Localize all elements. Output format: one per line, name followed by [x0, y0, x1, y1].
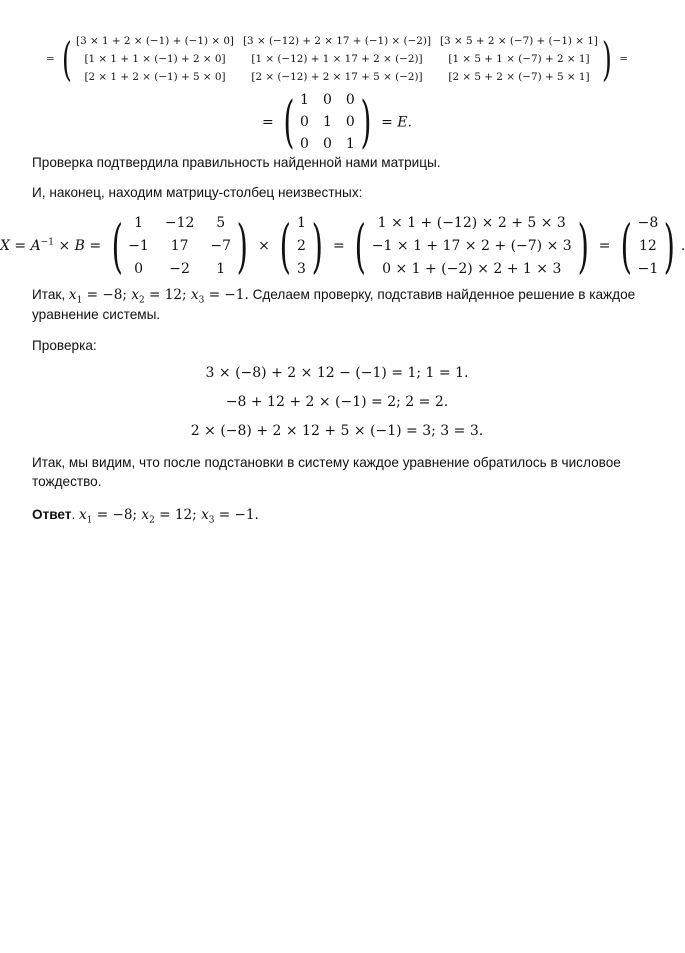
var-x: x [190, 287, 199, 303]
matrix-cell: −1 × 1 + 17 × 2 + (−7) × 3 [371, 237, 572, 254]
matrix-cell: 0 [322, 92, 332, 109]
subscript: 2 [149, 515, 155, 526]
var-x: x [131, 287, 139, 303]
matrix-cell: [2 × 1 + 2 × (−1) + 5 × 0] [84, 71, 226, 84]
matrix-cell: 1 [322, 113, 332, 130]
identity-matrix [278, 90, 376, 155]
check-line-3: 2 × (−8) + 2 × 12 + 5 × (−1) = 3; 3 = 3. [190, 423, 484, 439]
subscript: 1 [76, 295, 83, 306]
x-grid [638, 212, 659, 280]
left-paren: ( [620, 212, 632, 280]
value: = 12; [154, 507, 197, 523]
paragraph-find-column: И, наконец, находим матрицу-столбец неизвестных: [32, 185, 363, 200]
matrix-cell: 0 [345, 92, 355, 109]
matrix-cell: 0 [134, 260, 143, 277]
identity-grid [300, 90, 355, 155]
left-paren: ( [279, 212, 292, 280]
trail-equals: = [619, 53, 628, 65]
paragraph-identity: Итак, мы видим, что после подстановки в систему каждое уравнение обратилось в числовое тождество. [32, 455, 621, 489]
result-rest: Сделаем проверку, подставив найденное решение в каждое уравнение системы. [32, 287, 636, 322]
times-sign: × [258, 238, 270, 254]
matrix-cell: [3 × 1 + 2 × (−1) + (−1) × 0] [76, 34, 234, 47]
matrix-cell: 1 [296, 215, 306, 232]
right-paren: ) [236, 212, 249, 280]
value: = −8; [92, 507, 138, 523]
equals-sign: = [332, 238, 345, 254]
matrix-cell: 1 [134, 215, 143, 232]
subscript: 3 [208, 515, 215, 526]
value: = −1. [214, 507, 259, 523]
matrix-cell: 2 [296, 237, 306, 254]
answer-line [32, 505, 642, 525]
times-b: × B = [58, 238, 102, 254]
matrix-cell: [1 × 5 + 1 × (−7) + 2 × 1] [448, 52, 590, 65]
x-equals-a: X = A [0, 238, 41, 254]
answer-label: Ответ [32, 507, 72, 522]
lead-equals: = [46, 53, 55, 65]
matrix-cell: 5 [216, 215, 226, 232]
result-intro: Итак, [32, 287, 66, 302]
matrix-cell: 1 [345, 135, 355, 152]
matrix-cell: [3 × (−12) + 2 × 17 + (−1) × (−2)] [243, 34, 431, 47]
product-matrix [58, 32, 616, 86]
expanded-grid [372, 212, 572, 280]
right-paren: ) [577, 212, 589, 280]
var-x: x [201, 507, 209, 523]
check-line-2: −8 + 12 + 2 × (−1) = 2; 2 = 2. [225, 394, 449, 410]
inverse-exponent: −1 [40, 237, 54, 248]
equals-sign: = [598, 238, 611, 254]
matrix-cell: −1 [128, 237, 149, 254]
b-grid [297, 212, 306, 280]
value: = 12; [144, 287, 187, 303]
matrix-cell: 0 [322, 135, 332, 152]
inverse-matrix [106, 212, 254, 280]
matrix-cell: 1 [300, 92, 309, 109]
right-paren: ) [663, 212, 676, 280]
var-x: x [141, 507, 150, 523]
matrix-cell: 3 [296, 260, 306, 277]
matrix-cell: 0 [345, 113, 355, 130]
matrix-cell: 1 × 1 + (−12) × 2 + 5 × 3 [377, 215, 566, 232]
product-matrix-grid [76, 32, 598, 86]
matrix-cell: 17 [170, 237, 189, 254]
right-paren: ) [311, 212, 323, 280]
value: = −8; [82, 287, 127, 303]
matrix-cell: −7 [210, 237, 232, 254]
b-column [274, 212, 328, 280]
matrix-cell: [2 × 5 + 2 × (−7) + 5 × 1] [448, 71, 590, 84]
value: = −1. [204, 287, 249, 303]
right-paren: ) [602, 32, 612, 86]
expanded-column [349, 212, 594, 280]
subscript: 1 [86, 515, 93, 526]
product-matrix-equation [0, 32, 674, 86]
paragraph-result [32, 285, 642, 324]
check-label: Проверка: [32, 338, 97, 353]
matrix-cell: [3 × 5 + 2 × (−7) + (−1) × 1] [440, 34, 598, 47]
matrix-cell: −1 [637, 260, 659, 277]
identity-result: = E. [381, 114, 412, 131]
paragraph-check-confirmed: Проверка подтвердила правильность найденной нами матрицы. [32, 155, 441, 170]
var-x: x [79, 507, 87, 523]
right-paren: ) [360, 90, 372, 155]
subscript: 3 [198, 295, 205, 306]
matrix-cell: −12 [164, 215, 195, 232]
matrix-cell: 1 [216, 260, 226, 277]
left-paren: ( [111, 212, 123, 280]
left-paren: ( [62, 32, 72, 86]
left-paren: ( [354, 212, 367, 280]
matrix-cell: [2 × (−12) + 2 × 17 + 5 × (−2)] [251, 71, 423, 84]
left-paren: ( [283, 90, 295, 155]
matrix-cell: 0 [300, 113, 309, 130]
matrix-cell: −2 [169, 260, 190, 277]
x-column [615, 212, 681, 280]
var-x: x [68, 287, 77, 303]
matrix-cell: 0 × 1 + (−2) × 2 + 1 × 3 [382, 260, 562, 277]
lead-equals: = [262, 114, 274, 131]
period: . [680, 238, 685, 254]
matrix-cell: −8 [637, 215, 659, 232]
identity-equation [0, 90, 674, 155]
matrix-cell: 12 [639, 237, 657, 254]
matrix-cell: [1 × 1 + 1 × (−1) + 2 × 0] [84, 52, 226, 65]
subscript: 2 [138, 295, 145, 306]
check-line-1: 3 × (−8) + 2 × 12 − (−1) = 1; 1 = 1. [205, 365, 469, 381]
matrix-cell: 0 [300, 135, 309, 152]
solution-equation [0, 212, 685, 280]
matrix-cell: [1 × (−12) + 1 × 17 + 2 × (−2)] [251, 52, 423, 65]
inverse-grid [128, 212, 231, 280]
answer-dot: . [71, 507, 76, 522]
